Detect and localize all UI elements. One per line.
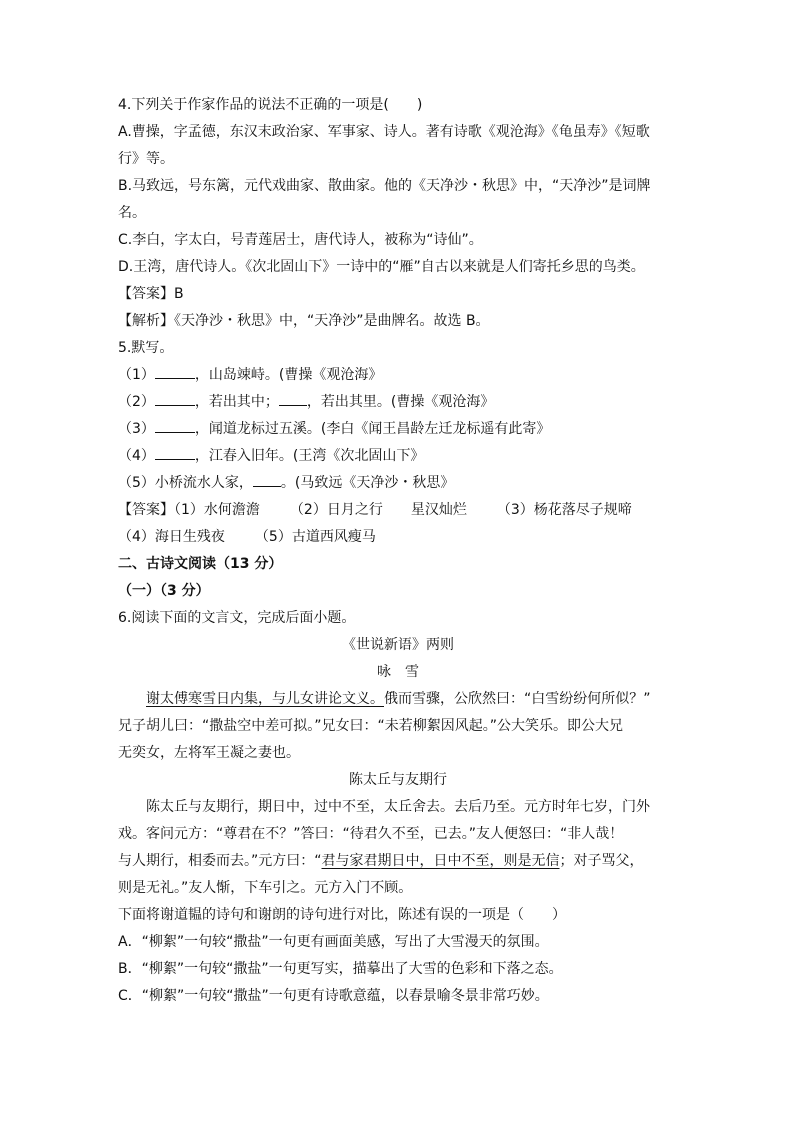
passage-1-line1: 谢太傅寒雪日内集，与儿女讲论文义。俄而雪骤，公欣然曰：“白雪纷纷何所似？” bbox=[146, 691, 651, 707]
answer-blank bbox=[279, 391, 307, 406]
q6-stem: 6.阅读下面的文言文，完成后面小题。 bbox=[118, 610, 356, 626]
q4-option-b-line1: B.马致远，号东篱，元代戏曲家、散曲家。他的《天净沙・秋思》中，“天净沙”是词牌 bbox=[118, 178, 651, 194]
q6-option-b: B．“柳絮”一句较“撒盐”一句更写实，描摹出了大雪的色彩和下落之态。 bbox=[118, 961, 563, 977]
passage-2-line1: 陈太丘与友期行，期日中，过中不至，太丘舍去。去后乃至。元方时年七岁，门外 bbox=[146, 799, 650, 815]
q5-item-5: （5）小桥流水人家， 。(马致远《天净沙・秋思》 bbox=[118, 470, 678, 497]
q4-option-c: C.李白，字太白，号青莲居士，唐代诗人，被称为“诗仙”。 bbox=[118, 232, 483, 248]
underlined-sentence: 君与家君期日中，日中不至，则是无信 bbox=[321, 853, 560, 869]
q5-stem: 5.默写。 bbox=[118, 340, 174, 356]
q4-analysis: 【解析】《天净沙・秋思》中，“天净沙”是曲牌名。故选 B。 bbox=[118, 313, 490, 329]
document-page bbox=[118, 92, 678, 1010]
q4-option-a-line1: A.曹操，字孟德，东汉末政治家、军事家、诗人。著有诗歌《观沧海》《龟虽寿》《短歌 bbox=[118, 124, 650, 140]
answer-blank bbox=[155, 391, 195, 406]
q6-option-c: C．“柳絮”一句较“撒盐”一句更有诗歌意蕴，以春景喻冬景非常巧妙。 bbox=[118, 988, 549, 1004]
section-title: 二、古诗文阅读（13 分） bbox=[118, 556, 283, 572]
q4-option-d: D.王湾，唐代诗人。《次北固山下》一诗中的“雁”自古以来就是人们寄托乡思的鸟类。 bbox=[118, 259, 645, 275]
subsection-title: （一）（3 分） bbox=[118, 583, 210, 599]
q4-stem: 4.下列关于作家作品的说法不正确的一项是( ) bbox=[118, 97, 423, 113]
passage-1-title: 咏 雪 bbox=[377, 664, 419, 680]
passage-2-line2: 戏。客问元方：“尊君在不？”答曰：“待君久不至，已去。”友人便怒曰：“非人哉！ bbox=[118, 826, 624, 842]
passage-collection-title: 《世说新语》两则 bbox=[342, 637, 454, 653]
passage-1-line3: 无奕女，左将军王凝之妻也。 bbox=[118, 745, 300, 761]
q6-option-a: A．“柳絮”一句较“撒盐”一句更有画面美感，写出了大雪漫天的氛围。 bbox=[118, 934, 549, 950]
q5-item-3: （3） ，闻道龙标过五溪。(李白《闻王昌龄左迁龙标遥有此寄》 bbox=[118, 416, 678, 443]
q4-option-a-line2: 行》等。 bbox=[118, 151, 174, 167]
answer-blank bbox=[155, 418, 195, 433]
q4-answer: 【答案】B bbox=[118, 286, 184, 302]
q5-item-4: （4） ，江春入旧年。(王湾《次北固山下》 bbox=[118, 443, 678, 470]
passage-2-title: 陈太丘与友期行 bbox=[349, 772, 447, 788]
q5-answer-line2: （4）海日生残夜 （5）古道西风瘦马 bbox=[118, 529, 376, 545]
underlined-sentence: 谢太傅寒雪日内集，与儿女讲论文义。 bbox=[146, 691, 384, 707]
q5-item-1: （1） ，山岛竦峙。(曹操《观沧海》 bbox=[118, 362, 678, 389]
passage-2-line4: 则是无礼。”友人惭，下车引之。元方入门不顾。 bbox=[118, 880, 413, 896]
q5-answer-line1: 【答案】（1）水何澹澹 （2）日月之行 星汉灿烂 （3）杨花落尽子规啼 bbox=[118, 502, 632, 518]
passage-2-line3: 与人期行，相委而去。”元方曰：“君与家君期日中，日中不至，则是无信；对子骂父， bbox=[118, 853, 644, 869]
passage-1-line2: 兄子胡儿曰：“撒盐空中差可拟。”兄女曰：“未若柳絮因风起。”公大笑乐。即公大兄 bbox=[118, 718, 624, 734]
q6-question: 下面将谢道韫的诗句和谢朗的诗句进行对比，陈述有误的一项是（ ） bbox=[118, 907, 566, 923]
answer-blank bbox=[155, 364, 195, 379]
answer-blank bbox=[155, 445, 195, 460]
answer-blank bbox=[253, 472, 281, 487]
q5-item-2: （2） ，若出其中； ，若出其里。(曹操《观沧海》 bbox=[118, 389, 678, 416]
q4-option-b-line2: 名。 bbox=[118, 205, 146, 221]
